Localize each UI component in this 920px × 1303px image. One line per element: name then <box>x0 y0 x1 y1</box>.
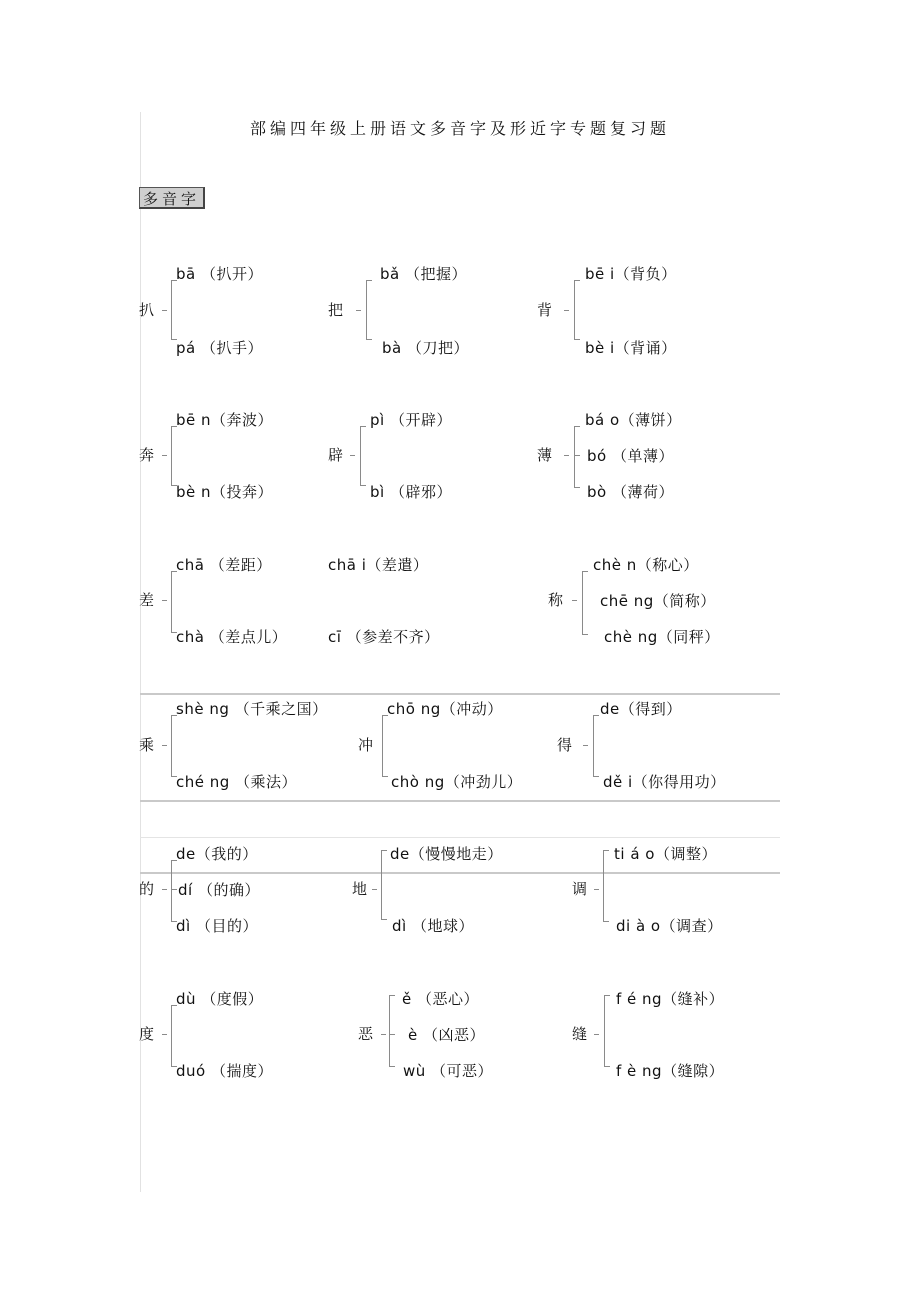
reading: shè ng （千乘之国） <box>176 700 328 718</box>
brace-stub <box>162 600 167 601</box>
group-char: 辟 <box>328 446 344 464</box>
reading: è （凶恶） <box>408 1026 485 1044</box>
reading: bè n（投奔） <box>176 483 274 501</box>
brace-stub <box>162 745 167 746</box>
divider-line <box>140 837 780 838</box>
reading: chè ng（同秤） <box>604 628 720 646</box>
reading: bì （辟邪） <box>370 483 452 501</box>
group-char: 称 <box>548 591 564 609</box>
reading: de（慢慢地走） <box>390 845 503 863</box>
reading: de（我的） <box>176 845 258 863</box>
brace <box>574 280 580 340</box>
brace <box>603 850 609 922</box>
brace <box>366 280 372 340</box>
brace <box>389 995 395 1067</box>
group-char: 度 <box>139 1025 155 1043</box>
brace-stub <box>564 310 569 311</box>
group-char: 的 <box>139 880 155 898</box>
reading: dě i（你得用功） <box>603 773 726 791</box>
reading: chā i（差遣） <box>328 556 429 574</box>
group-char: 得 <box>557 736 573 754</box>
reading: ě （恶心） <box>402 990 479 1008</box>
reading: dì （地球） <box>392 917 474 935</box>
reading: bē n（奔波） <box>176 411 274 429</box>
reading: ti á o（调整） <box>614 845 717 863</box>
brace <box>171 1005 177 1067</box>
brace <box>360 426 366 486</box>
brace-stub <box>162 889 167 890</box>
reading: bó （单薄） <box>587 447 674 465</box>
reading: di à o（调查） <box>616 917 723 935</box>
brace-stub <box>381 1034 386 1035</box>
brace-stub <box>583 745 588 746</box>
group-char: 把 <box>328 301 344 319</box>
group-char: 调 <box>572 880 588 898</box>
reading: dù （度假） <box>176 990 264 1008</box>
reading: de（得到） <box>600 700 682 718</box>
brace-tick <box>389 1034 395 1035</box>
divider-line <box>140 800 780 802</box>
brace-stub <box>594 889 599 890</box>
brace-tick <box>171 889 177 890</box>
page-title: 部编四年级上册语文多音字及形近字专题复习题 <box>249 119 670 138</box>
brace <box>604 995 610 1067</box>
brace <box>171 715 177 777</box>
brace-stub <box>372 889 377 890</box>
reading: chō ng（冲动） <box>387 700 503 718</box>
group-char: 冲 <box>358 736 374 754</box>
reading: pì （开辟） <box>370 411 452 429</box>
brace-stub <box>162 1034 167 1035</box>
group-char: 差 <box>139 591 155 609</box>
brace-stub <box>564 455 569 456</box>
reading: bā （扒开） <box>176 265 263 283</box>
brace <box>582 571 588 635</box>
group-char: 背 <box>537 301 553 319</box>
brace <box>382 715 388 777</box>
brace <box>171 571 177 633</box>
reading: wù （可恶） <box>403 1062 494 1080</box>
brace <box>171 280 177 340</box>
reading: chò ng（冲劲儿） <box>391 773 523 791</box>
brace <box>381 850 387 920</box>
reading: dí （的确） <box>178 881 260 899</box>
brace <box>171 860 177 922</box>
group-char: 地 <box>352 880 368 898</box>
group-char: 薄 <box>537 446 553 464</box>
reading: bǎ （把握） <box>380 265 467 283</box>
reading: chē ng（简称） <box>600 592 716 610</box>
reading: duó （揣度） <box>176 1062 273 1080</box>
reading: dì （目的） <box>176 917 258 935</box>
reading: f é ng（缝补） <box>616 990 725 1008</box>
group-char: 恶 <box>358 1025 374 1043</box>
brace-stub <box>162 310 167 311</box>
brace-tick <box>574 455 580 456</box>
group-char: 乘 <box>139 736 155 754</box>
reading: chā （差距） <box>176 556 272 574</box>
brace-stub <box>356 310 361 311</box>
brace <box>593 715 599 777</box>
reading: f è ng（缝隙） <box>616 1062 725 1080</box>
group-char: 奔 <box>139 446 155 464</box>
reading: cī （参差不齐） <box>328 628 440 646</box>
reading: bá o（薄饼） <box>585 411 682 429</box>
brace-stub <box>572 600 577 601</box>
group-char: 缝 <box>572 1025 588 1043</box>
section-label: 多音字 <box>139 187 205 209</box>
group-char: 扒 <box>139 301 155 319</box>
reading: chè n（称心） <box>593 556 699 574</box>
brace-stub <box>162 455 167 456</box>
brace-stub <box>350 455 355 456</box>
brace <box>171 426 177 486</box>
reading: chà （差点儿） <box>176 628 288 646</box>
reading: ché ng （乘法） <box>176 773 298 791</box>
reading: pá （扒手） <box>176 339 263 357</box>
divider-line <box>140 872 780 874</box>
brace <box>574 426 580 488</box>
reading: bò （薄荷） <box>587 483 674 501</box>
brace-stub <box>594 1034 599 1035</box>
reading: bè i（背诵） <box>585 339 677 357</box>
reading: bē i（背负） <box>585 265 677 283</box>
reading: bà （刀把） <box>382 339 469 357</box>
divider-line <box>140 693 780 695</box>
